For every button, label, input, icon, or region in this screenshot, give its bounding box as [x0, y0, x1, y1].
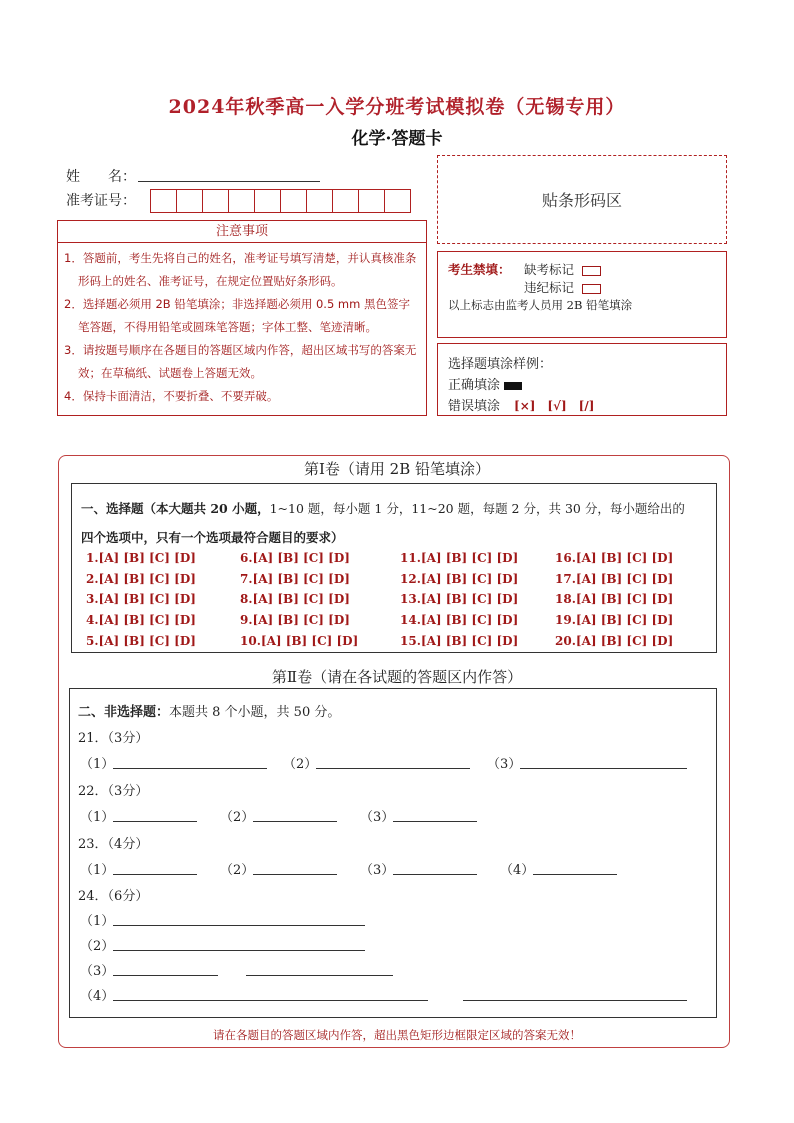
- mc-question-number: 13.: [400, 592, 421, 606]
- sub-label: （3）: [360, 863, 395, 878]
- id-digit-box[interactable]: [150, 189, 177, 213]
- page-subtitle: 化学·答题卡: [351, 129, 443, 149]
- mc-question-number: 15.: [400, 634, 421, 648]
- mc-intro-normal: 1~10 题，每小题 1 分，11~20 题，每题 2 分，共 30 分，每小题给出的: [269, 501, 685, 516]
- mc-question-row: [555, 613, 673, 627]
- sub-label: （2）: [220, 863, 255, 878]
- notice-heading: 注意事项: [58, 221, 426, 243]
- correct-label: 正确填涂: [448, 378, 501, 393]
- mc-question-number: 18.: [555, 592, 576, 606]
- sub-label: （3）: [80, 964, 115, 979]
- mc-question-row: [86, 592, 196, 606]
- answer-line[interactable]: [253, 873, 337, 875]
- part2-heading: [78, 701, 340, 720]
- mc-question-number: 10.: [240, 634, 261, 648]
- mc-option-bubbles[interactable]: [A] [B] [C] [D]: [252, 551, 350, 565]
- id-digit-box[interactable]: [280, 189, 307, 213]
- name-label: 姓 名：: [66, 169, 136, 185]
- answer-line[interactable]: [393, 873, 477, 875]
- mc-option-bubbles[interactable]: [A] [B] [C] [D]: [98, 592, 196, 606]
- id-digit-box[interactable]: [228, 189, 255, 213]
- mc-question-number: 20.: [555, 634, 576, 648]
- mc-question-row: [86, 572, 196, 586]
- sub-label: （3）: [487, 757, 522, 772]
- mc-question-number: 9.: [240, 613, 253, 627]
- barcode-area: [437, 155, 727, 244]
- mc-question-row: [240, 634, 358, 648]
- mc-question-row: [400, 613, 518, 627]
- mc-option-bubbles[interactable]: [A] [B] [C] [D]: [420, 592, 519, 606]
- absent-label: 缺考标记: [524, 262, 575, 277]
- filled-mark-icon: [504, 382, 522, 390]
- mc-question-row: [555, 572, 673, 586]
- page-title: 2024年秋季高一入学分班考试模拟卷（无锡专用）: [168, 96, 626, 118]
- part2-heading-bold: 二、非选择题：: [78, 705, 170, 720]
- answer-line[interactable]: [463, 999, 687, 1001]
- sub-label: （1）: [80, 914, 115, 929]
- exam-marks-box: [437, 251, 727, 338]
- id-digit-box[interactable]: [254, 189, 281, 213]
- answer-line[interactable]: [113, 999, 428, 1001]
- mc-option-bubbles[interactable]: [A] [B] [C] [D]: [98, 572, 196, 586]
- answer-line[interactable]: [113, 767, 267, 769]
- answer-line[interactable]: [113, 924, 365, 926]
- short-answer-box: [69, 688, 717, 1018]
- id-digit-box[interactable]: [332, 189, 359, 213]
- answer-line[interactable]: [253, 820, 337, 822]
- mc-question-row: [240, 613, 350, 627]
- mc-question-row: [240, 551, 350, 565]
- sub-label: （1）: [80, 810, 115, 825]
- mc-question-row: [240, 572, 350, 586]
- sub-label: （2）: [283, 757, 318, 772]
- mc-option-bubbles[interactable]: [A] [B] [C] [D]: [98, 634, 196, 648]
- mc-option-bubbles[interactable]: [A] [B] [C] [D]: [420, 551, 519, 565]
- mc-question-row: [86, 613, 196, 627]
- part1-title: 第Ⅰ卷（请用 2B 铅笔填涂）: [303, 460, 491, 478]
- mc-question-row: [400, 551, 518, 565]
- mc-question-number: 5.: [86, 634, 99, 648]
- sample-title: 选择题填涂样例：: [448, 357, 553, 372]
- id-digit-box[interactable]: [306, 189, 333, 213]
- name-field[interactable]: [138, 180, 320, 182]
- sub-label: （1）: [80, 863, 115, 878]
- id-label: 准考证号：: [66, 193, 136, 209]
- wrong-label: 错误填涂: [448, 399, 501, 414]
- question-label: 23．（4分）: [78, 837, 149, 852]
- mc-option-bubbles[interactable]: [A] [B] [C] [D]: [575, 592, 674, 606]
- mc-question-number: 7.: [240, 572, 253, 586]
- mc-option-bubbles[interactable]: [A] [B] [C] [D]: [98, 613, 196, 627]
- mc-option-bubbles[interactable]: [A] [B] [C] [D]: [252, 572, 350, 586]
- mc-question-row: [400, 572, 518, 586]
- mc-option-bubbles[interactable]: [A] [B] [C] [D]: [575, 613, 674, 627]
- answer-line[interactable]: [113, 974, 218, 976]
- mc-intro: [81, 494, 713, 552]
- barcode-label: 贴条形码区: [541, 191, 622, 210]
- footer-warning: 请在各题目的答题区域内作答，超出黑色矩形边框限定区域的答案无效！: [213, 1028, 581, 1042]
- mc-option-bubbles[interactable]: [A] [B] [C] [D]: [575, 551, 674, 565]
- sub-label: （4）: [80, 989, 115, 1004]
- answer-line[interactable]: [113, 949, 365, 951]
- mc-question-row: [86, 551, 196, 565]
- mc-question-number: 1.: [86, 551, 99, 565]
- notice-item: 2．选择题必须用 2B 铅笔填涂；非选择题必须用 0.5 mm 黑色签字笔答题，不得用铅笔或圆珠笔答题；字体工整、笔迹清晰。: [64, 297, 410, 334]
- absent-mark[interactable]: [582, 266, 601, 276]
- sub-label: （2）: [80, 939, 115, 954]
- mc-option-bubbles[interactable]: [A] [B] [C] [D]: [252, 613, 350, 627]
- answer-line[interactable]: [246, 974, 393, 976]
- mc-option-bubbles[interactable]: [A] [B] [C] [D]: [252, 592, 350, 606]
- mc-question-number: 6.: [240, 551, 253, 565]
- mc-option-bubbles[interactable]: [A] [B] [C] [D]: [420, 634, 519, 648]
- notice-item: 3．请按题号顺序在各题目的答题区域内作答，超出区域书写的答案无效；在草稿纸、试题卷上答题无效。: [64, 343, 417, 380]
- mc-question-row: [555, 634, 673, 648]
- answer-line[interactable]: [316, 767, 470, 769]
- wrong-marks: [×] [√] [/]: [514, 399, 595, 413]
- id-number-boxes[interactable]: [151, 189, 411, 213]
- notice-box: [57, 220, 427, 416]
- fill-sample-box: [437, 343, 727, 416]
- sub-label: （2）: [220, 810, 255, 825]
- question-label: 21．（3分）: [78, 731, 149, 746]
- answer-line[interactable]: [393, 820, 477, 822]
- mc-intro-line2: 四个选项中，只有一个选项最符合题目的要求）: [81, 530, 344, 545]
- mc-question-number: 17.: [555, 572, 576, 586]
- mc-option-bubbles[interactable]: [A] [B] [C] [D]: [575, 634, 674, 648]
- mc-question-number: 14.: [400, 613, 421, 627]
- question-label: 24．（6分）: [78, 889, 149, 904]
- mc-option-bubbles[interactable]: [A] [B] [C] [D]: [420, 613, 519, 627]
- exam-marks-note: 以上标志由监考人员用 2B 铅笔填涂: [448, 298, 633, 312]
- answer-line[interactable]: [113, 873, 197, 875]
- sub-label: （1）: [80, 757, 115, 772]
- violation-label: 违纪标记: [524, 280, 575, 295]
- mc-option-bubbles[interactable]: [A] [B] [C] [D]: [98, 551, 196, 565]
- question-label: 22．（3分）: [78, 784, 149, 799]
- notice-item: 4．保持卡面清洁，不要折叠、不要弄破。: [64, 389, 279, 403]
- id-digit-box[interactable]: [358, 189, 385, 213]
- mc-question-number: 12.: [400, 572, 421, 586]
- sub-label: （4）: [500, 863, 535, 878]
- mc-question-number: 3.: [86, 592, 99, 606]
- mc-question-number: 11.: [400, 551, 421, 565]
- notice-item: 1．答题前，考生先将自己的姓名，准考证号填写清楚，并认真核准条形码上的姓名、准考证号，在规定位置贴好条形码。: [64, 251, 417, 288]
- mc-question-number: 4.: [86, 613, 99, 627]
- mc-option-bubbles[interactable]: [A] [B] [C] [D]: [260, 634, 359, 648]
- mc-question-number: 19.: [555, 613, 576, 627]
- mc-question-row: [400, 592, 518, 606]
- mc-question-number: 2.: [86, 572, 99, 586]
- mc-question-row: [555, 592, 673, 606]
- mc-question-row: [555, 551, 673, 565]
- exam-marks-label: 考生禁填：: [448, 262, 511, 277]
- mc-question-row: [400, 634, 518, 648]
- answer-line[interactable]: [113, 820, 197, 822]
- mc-option-bubbles[interactable]: [A] [B] [C] [D]: [420, 572, 519, 586]
- mc-option-bubbles[interactable]: [A] [B] [C] [D]: [575, 572, 674, 586]
- id-digit-box[interactable]: [176, 189, 203, 213]
- part2-title: 第Ⅱ卷（请在各试题的答题区内作答）: [271, 668, 523, 686]
- mc-question-row: [86, 634, 196, 648]
- sub-label: （3）: [360, 810, 395, 825]
- id-digit-box[interactable]: [384, 189, 411, 213]
- answer-line[interactable]: [520, 767, 687, 769]
- id-digit-box[interactable]: [202, 189, 229, 213]
- mc-question-row: [240, 592, 350, 606]
- part2-heading-rest: 本题共 8 个小题，共 50 分。: [169, 705, 341, 720]
- mc-question-number: 8.: [240, 592, 253, 606]
- mc-question-number: 16.: [555, 551, 576, 565]
- violation-mark[interactable]: [582, 284, 601, 294]
- mc-intro-bold: 一、选择题（本大题共 20 小题，: [81, 501, 270, 516]
- answer-line[interactable]: [533, 873, 617, 875]
